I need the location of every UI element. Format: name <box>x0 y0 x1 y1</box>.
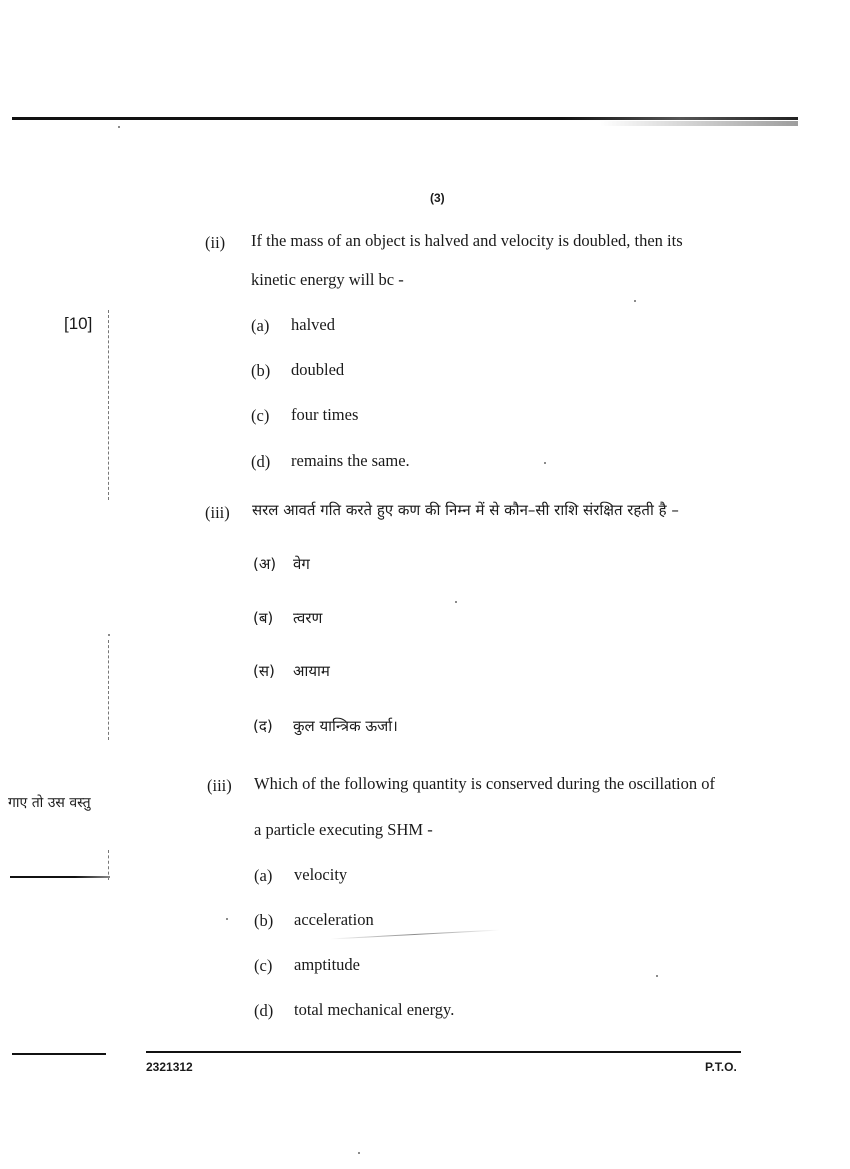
margin-fold-line-2 <box>108 640 109 740</box>
scan-speck <box>455 601 457 603</box>
option-label: (c) <box>254 956 273 975</box>
question-number: (ii) <box>205 233 226 252</box>
margin-hindi-fragment: गाए तो उस वस्तु <box>8 795 91 811</box>
option-label: (द) <box>253 717 273 735</box>
option-label: (a) <box>254 866 273 885</box>
page-number: (3) <box>430 191 445 205</box>
option-label: (अ) <box>253 555 277 573</box>
question-number: (iii) <box>207 776 232 795</box>
question-text: a particle executing SHM - <box>254 820 433 839</box>
option-text: कुल यान्त्रिक ऊर्जा। <box>293 717 398 735</box>
pto-label: P.T.O. <box>705 1060 737 1074</box>
paper-code: 2321312 <box>146 1060 193 1074</box>
question-text: Which of the following quantity is conserved during the oscillation of <box>254 774 715 793</box>
scan-speck <box>634 300 636 302</box>
option-label: (स) <box>253 662 275 680</box>
scan-speck <box>118 126 120 128</box>
marks-label: [10] <box>64 314 93 333</box>
scan-speck <box>108 634 110 636</box>
option-text: remains the same. <box>291 451 410 470</box>
option-text: total mechanical energy. <box>294 1000 455 1019</box>
option-text: doubled <box>291 360 345 379</box>
scan-speck <box>358 1152 360 1154</box>
option-text: velocity <box>294 865 348 884</box>
question-number: (iii) <box>205 503 230 522</box>
option-label: (a) <box>251 316 270 335</box>
question-text: kinetic energy will bc - <box>251 270 404 289</box>
option-label: (d) <box>251 452 271 471</box>
option-text: आयाम <box>293 662 330 680</box>
option-label: (d) <box>254 1001 274 1020</box>
scan-speck <box>656 975 658 977</box>
option-label: (b) <box>254 911 274 930</box>
scan-streak <box>330 930 500 940</box>
option-text: halved <box>291 315 335 334</box>
option-label: (c) <box>251 406 270 425</box>
option-text: वेग <box>293 555 310 573</box>
option-text: त्वरण <box>293 609 323 627</box>
option-text: four times <box>291 405 359 424</box>
question-text: सरल आवर्त गति करते हुए कण की निम्न में से कौन–सी राशि संरक्षित रहती है – <box>252 501 679 519</box>
option-label: (b) <box>251 361 271 380</box>
footer-rule-left <box>12 1053 106 1055</box>
top-rule-fade <box>600 121 798 126</box>
footer-rule <box>146 1051 741 1053</box>
margin-rule <box>10 876 110 878</box>
option-label: (ब) <box>253 609 274 627</box>
margin-fold-line-1 <box>108 310 109 500</box>
option-text: acceleration <box>294 910 374 929</box>
option-text: amptitude <box>294 955 360 974</box>
question-text: If the mass of an object is halved and velocity is doubled, then its <box>251 231 683 250</box>
top-rule <box>12 117 798 120</box>
scan-speck <box>544 462 546 464</box>
scan-speck <box>226 918 228 920</box>
